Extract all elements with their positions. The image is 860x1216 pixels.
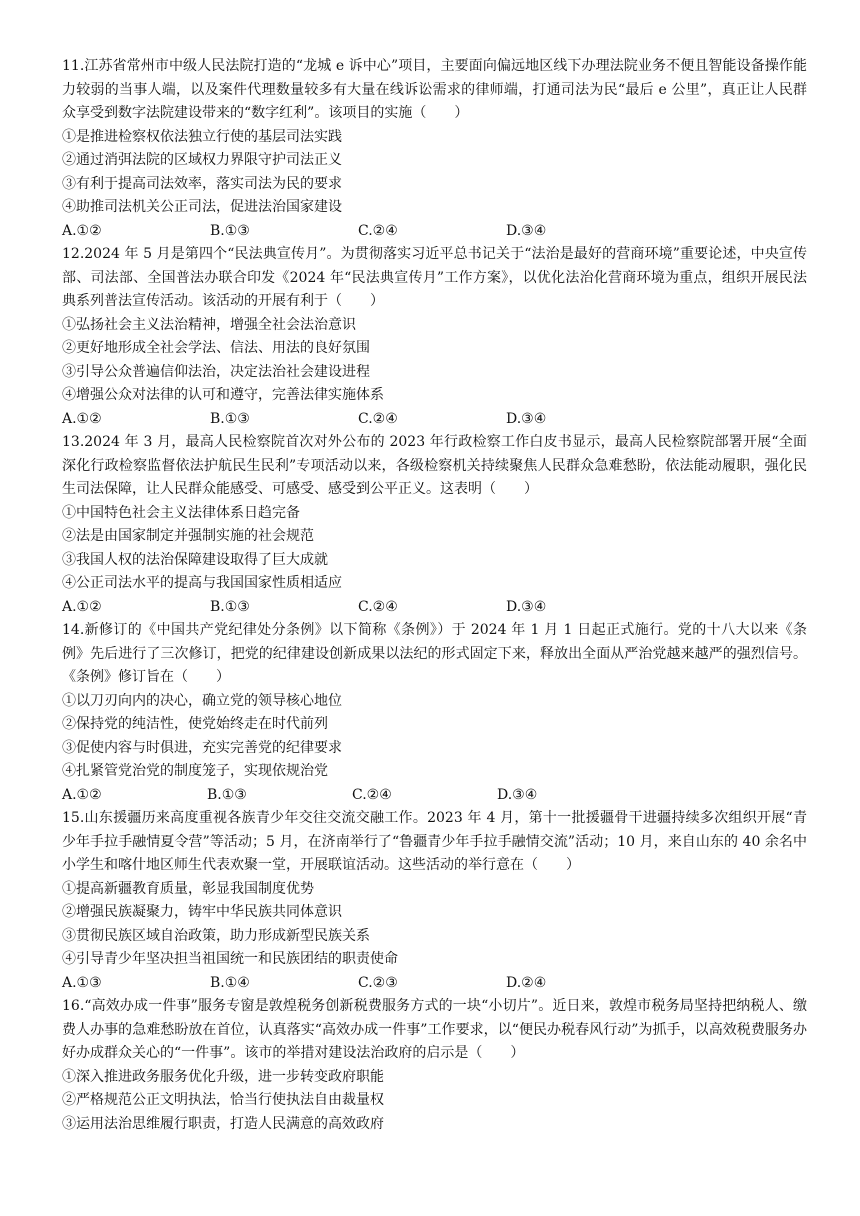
question-stem: 14.新修订的《中国共产党纪律处分条例》以下简称《条例》）于 2024 年 1 月 1 日起正式施行。党的十八大以来《条例》先后进行了三次修订，把党的纪律建设创新成果以法纪的形式固定下来，释放出全面从严治党越来越严的强烈信号。《条例》修订旨在（ ） [62, 622, 807, 685]
choice-item: ①弘扬社会主义法治精神，增强全社会法治意识 [62, 316, 356, 333]
question-15 [62, 807, 807, 995]
question-14 [62, 619, 807, 807]
option-d[interactable]: D.③④ [506, 222, 547, 239]
choice-item: ④助推司法机关公正司法，促进法治国家建设 [62, 199, 342, 215]
choice-item: ①深入推进政务服务优化升级，进一步转变政府职能 [62, 1068, 384, 1085]
answer-options [62, 784, 807, 808]
option-b[interactable]: B.①③ [210, 410, 250, 427]
option-d[interactable]: D.②④ [506, 974, 547, 991]
option-a[interactable]: A.①② [62, 786, 102, 803]
choice-item: ②增强民族凝聚力，铸牢中华民族共同体意识 [62, 904, 342, 920]
exam-page [62, 55, 807, 1136]
choice-item: ③促使内容与时俱进，充实完善党的纪律要求 [62, 739, 342, 756]
answer-options [62, 596, 807, 620]
option-b[interactable]: B.①③ [210, 222, 250, 239]
option-a[interactable]: A.①③ [62, 974, 102, 991]
choice-item: ②法是由国家制定并强制实施的社会规范 [62, 528, 314, 544]
option-d[interactable]: D.③④ [506, 410, 547, 427]
choice-item: ③运用法治思维履行职责，打造人民满意的高效政府 [62, 1115, 384, 1132]
option-c[interactable]: C.②④ [352, 786, 392, 803]
question-stem: 15.山东援疆历来高度重视各族青少年交往交流交融工作。2023 年 4 月，第十一批援疆骨干进疆持续多次组织开展“青少年手拉手融情夏令营”等活动；5 月，在济南举行了“鲁疆青少年手拉手融情交流”活动；10 月，来自山东的 40 余名中小学生和喀什地区师生代表欢聚一堂，开展联谊活动。这些活动的举行意在（ ） [62, 810, 807, 873]
question-stem: 16.“高效办成一件事”服务专窗是敦煌税务创新税费服务方式的一块“小切片”。近日来，敦煌市税务局坚持把纳税人、缴费人办事的急难愁盼放在首位，认真落实“高效办成一件事”工作要求，以“便民办税春风行动”为抓手，以高效税费服务办好办成群众关心的“一件事”。该市的举措对建设法治政府的启示是（ ） [62, 998, 807, 1061]
choice-item: ④引导青少年坚决担当祖国统一和民族团结的职责使命 [62, 951, 398, 967]
question-12 [62, 243, 807, 431]
answer-options [62, 220, 807, 244]
answer-options [62, 408, 807, 432]
option-b[interactable]: B.①④ [210, 974, 250, 991]
option-a[interactable]: A.①② [62, 410, 102, 427]
option-b[interactable]: B.①③ [210, 598, 250, 615]
question-stem: 12.2024 年 5 月是第四个“民法典宣传月”。为贯彻落实习近平总书记关于“法治是最好的营商环境”重要论述，中央宣传部、司法部、全国普法办联合印发《2024 年“民法典宣传月”工作方案》，以优化法治化营商环境为重点，组织开展民法典系列普法宣传活动。该活动的开展有利于（ ） [62, 246, 807, 309]
choice-item: ①提高新疆教育质量，彰显我国制度优势 [62, 880, 314, 897]
choice-item: ③我国人权的法治保障建设取得了巨大成就 [62, 551, 328, 568]
choice-item: ③贯彻民族区域自治政策，助力形成新型民族关系 [62, 927, 370, 944]
choice-item: ②通过消弭法院的区域权力界限守护司法正义 [62, 152, 342, 168]
answer-options [62, 972, 807, 996]
choice-item: ①以刀刃向内的决心，确立党的领导核心地位 [62, 692, 342, 709]
choice-item: ①是推进检察权依法独立行使的基层司法实践 [62, 128, 342, 145]
question-stem: 11.江苏省常州市中级人民法院打造的“龙城 e 诉中心”项目，主要面向偏远地区线下办理法院业务不便且智能设备操作能力较弱的当事人端，以及案件代理数量较多有大量在线诉讼需求的律师端，打通司法为民“最后 e 公里”，真正让人民群众享受到数字法院建设带来的“数字红利”。该项目的实施（ ） [62, 58, 807, 121]
choice-item: ④扎紧管党治党的制度笼子，实现依规治党 [62, 763, 328, 779]
choice-item: ③引导公众普遍信仰法治，决定法治社会建设进程 [62, 363, 370, 380]
option-c[interactable]: C.②④ [358, 410, 398, 427]
option-c[interactable]: C.②④ [358, 222, 398, 239]
choice-item: ②严格规范公正文明执法，恰当行使执法自由裁量权 [62, 1092, 384, 1108]
option-c[interactable]: C.②③ [358, 974, 398, 991]
option-c[interactable]: C.②④ [358, 598, 398, 615]
choice-item: ①中国特色社会主义法律体系日趋完备 [62, 504, 300, 521]
question-11 [62, 55, 807, 243]
choice-item: ②更好地形成全社会学法、信法、用法的良好氛围 [62, 340, 370, 356]
question-16 [62, 995, 807, 1136]
option-a[interactable]: A.①② [62, 222, 102, 239]
choice-item: ④公正司法水平的提高与我国国家性质相适应 [62, 575, 342, 591]
choice-item: ③有利于提高司法效率，落实司法为民的要求 [62, 175, 342, 192]
option-d[interactable]: D.③④ [506, 598, 547, 615]
question-13 [62, 431, 807, 619]
choice-item: ④增强公众对法律的认可和遵守，完善法律实施体系 [62, 387, 384, 403]
option-a[interactable]: A.①② [62, 598, 102, 615]
question-stem: 13.2024 年 3 月，最高人民检察院首次对外公布的 2023 年行政检察工作白皮书显示，最高人民检察院部署开展“全面深化行政检察监督依法护航民生民利”专项活动以来，各级检察机关持续聚焦人民群众急难愁盼，依法能动履职，强化民生司法保障，让人民群众能感受、可感受、感受到公平正义。这表明（ ） [62, 434, 807, 497]
option-b[interactable]: B.①③ [207, 786, 247, 803]
option-d[interactable]: D.③④ [497, 786, 538, 803]
choice-item: ②保持党的纯洁性，使党始终走在时代前列 [62, 716, 328, 732]
